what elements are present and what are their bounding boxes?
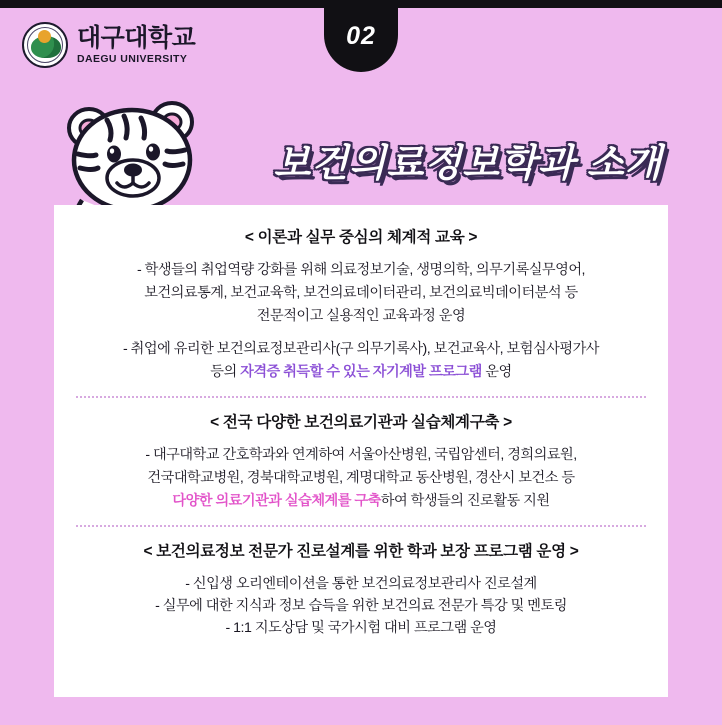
page-title: 보건의료정보학과 소개 <box>273 143 663 185</box>
text-line: - 1:1 지도상담 및 국가시험 대비 프로그램 운영 <box>225 620 497 636</box>
highlight-text-purple: 자격증 취득할 수 있는 자기계발 프로그램 <box>240 364 482 380</box>
section-divider <box>76 396 646 398</box>
text-line: 하여 학생들의 진로활동 지원 <box>380 493 550 509</box>
university-name-en: DAEGU UNIVERSITY <box>77 53 188 66</box>
top-bar-right <box>397 0 722 8</box>
text-line: - 학생들의 취업역량 강화를 위해 의료정보기술, 생명의학, 의무기록실무영어, <box>136 262 585 278</box>
text-line: - 취업에 유리한 보건의료정보관리사(구 의무기록사), 보건교육사, 보험심사평가사 <box>123 341 599 357</box>
section-1-paragraph-1 <box>72 259 650 328</box>
section-divider <box>76 525 646 527</box>
section-1-paragraph-2 <box>72 338 650 384</box>
section-3-paragraph-1 <box>72 573 650 639</box>
text-line: 건국대학교병원, 경북대학교병원, 계명대학교 동산병원, 경산시 보건소 등 <box>147 470 575 486</box>
university-logo <box>22 22 195 68</box>
text-line: 등의 <box>210 364 241 380</box>
page-number-badge <box>324 0 398 72</box>
text-line: 운영 <box>481 364 512 380</box>
text-line: - 신입생 오리엔테이션을 통한 보건의료정보관리사 진로설계 <box>185 576 537 592</box>
top-bar-left <box>0 0 325 8</box>
text-line: - 대구대학교 간호학과와 연계하여 서울아산병원, 국립암센터, 경희의료원, <box>145 447 577 463</box>
page-number-label: 02 <box>346 21 376 50</box>
text-line: - 실무에 대한 지식과 정보 습득을 위한 보건의료 전문가 특강 및 멘토링 <box>155 598 567 614</box>
content-card <box>54 205 668 697</box>
text-line: 보건의료통계, 보건교육학, 보건의료데이터관리, 보건의료빅데이터분석 등 <box>144 285 578 301</box>
highlight-text-pink: 다양한 의료기관과 실습체계를 구축 <box>172 493 381 509</box>
section-heading-1: < 이론과 실무 중심의 체계적 교육 > <box>244 229 478 246</box>
section-heading-2: < 전국 다양한 보건의료기관과 실습체계구축 > <box>210 414 512 431</box>
section-2-paragraph-1 <box>72 444 650 513</box>
text-line: 전문적이고 실용적인 교육과정 운영 <box>256 308 466 324</box>
university-seal-icon <box>22 22 68 68</box>
section-heading-3: < 보건의료정보 전문가 진로설계를 위한 학과 보장 프로그램 운영 > <box>143 543 579 560</box>
university-name-ko: 대구대학교 <box>77 23 196 52</box>
